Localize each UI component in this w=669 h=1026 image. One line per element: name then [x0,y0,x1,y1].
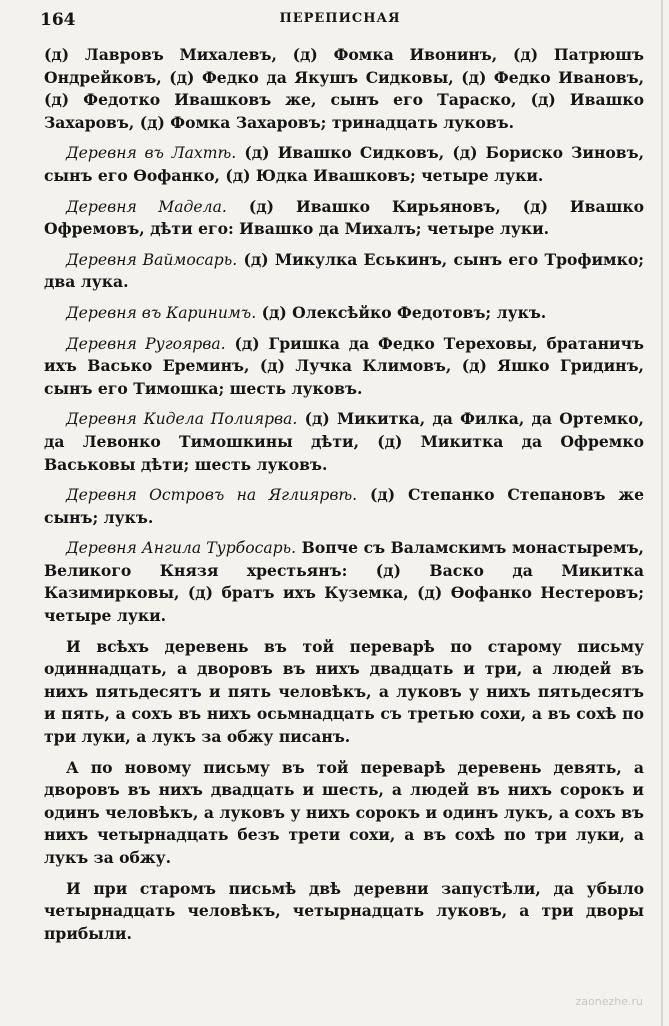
paragraph-11 [44,757,644,870]
running-header [40,8,640,32]
paragraph-1 [44,44,644,134]
village-name: Деревня Кидела Полиярва. [66,410,298,429]
paragraph-3 [44,196,644,241]
page-number: 164 [40,10,76,30]
paragraph-text: И всѣхъ деревень въ той переварѣ по старому письму одиннадцать, а дворовъ въ нихъ двадцать и три, а людей въ нихъ пятьдесятъ и пять человѣкъ, а луковъ у нихъ пятьдесятъ и пять, а сохъ въ нихъ осьмнадцать съ третью сохи, а въ сохѣ по три луки, а лукъ за обжу писанъ. [44,636,644,747]
village-name: Деревня въ Каринимъ. [66,303,257,322]
village-name: Деревня въ Лахтѣ. [66,144,237,163]
paragraph-9 [44,537,644,627]
village-name: Деревня Ругоярва. [66,334,226,353]
paragraph-text: (д) Ивашко Кирьяновъ, (д) Ивашко Офремовъ, дѣти его: Ивашко да Михалъ; четыре луки. [44,196,645,239]
paragraph-text: А по новому письму въ той переварѣ деревень девять, а дворовъ въ нихъ двадцать и шесть, а людей въ нихъ сорокъ и одинъ человѣкъ, а луковъ у нихъ сорокъ и одинъ лукъ, а сохъ въ нихъ четырнадцать безъ трети сохи, а въ сохѣ по три луки, а лукъ за обжу. [44,757,644,867]
paragraph-5 [44,302,644,325]
paragraph-text: (д) Микитка, да Филка, да Ортемко, да Левонко Тимошкины дѣти, (д) Микитка да Офремко Васьковы дѣти; шесть луковъ. [44,409,644,474]
paragraph-2 [44,142,644,187]
village-name: Деревня Островъ на Яглиярвѣ. [66,486,358,505]
page-edge [661,0,663,1026]
paragraph-10 [44,636,644,749]
paragraph-text: (д) Лавровъ Михалевъ, (д) Фомка Ивонинъ, (д) Патрюшъ Ондрейковъ, (д) Федко да Якушъ Сидковы, (д) Федко Ивановъ, (д) Федотко Ивашковъ же, сынъ его Тараско, (д) Ивашко Захаровъ, (д) Фомка Захаровъ; тринадцать луковъ. [44,45,644,132]
watermark: zaonezhe.ru [575,995,643,1008]
running-title: ПЕРЕПИСНАЯ [279,11,401,26]
paragraph-text: (д) Гришка да Федко Тереховы, братаничъ ихъ Васько Ереминъ, (д) Лучка Климовъ, (д) Яшко Гридинъ, сынъ его Тимошка; шесть луковъ. [44,333,644,398]
village-name: Деревня Ваймосарь. [66,250,238,269]
paragraph-7 [44,408,644,476]
page-body [44,44,644,953]
paragraph-text: (д) Микулка Еськинъ, сынъ его Трофимко; два лука. [44,249,644,292]
paragraph-text: Вопче съ Валамскимъ монастыремъ, Великого Князя хрестьянъ: (д) Васко да Микитка Казимирковы, (д) братъ ихъ Куземка, (д) Ѳофанко Нестеровъ; четыре луки. [44,538,644,626]
village-name: Деревня Мадела. [66,197,227,216]
paragraph-text: И при старомъ письмѣ двѣ деревни запустѣли, да убыло четырнадцать человѣкъ, четырнадцать луковъ, а три дворы прибыли. [44,878,644,943]
village-name: Деревня Ангила Турбосарь. [66,539,297,558]
paragraph-text: (д) Ивашко Сидковъ, (д) Бориско Зиновъ, сынъ его Ѳофанко, (д) Юдка Ивашковъ; четыре луки. [44,143,645,185]
paragraph-4 [44,249,644,294]
paragraph-12 [44,878,644,946]
paragraph-text: (д) Степанко Степановъ же сынъ; лукъ. [44,485,644,527]
paragraph-6 [44,333,644,401]
paragraph-8 [44,484,644,529]
paragraph-text: (д) Олексѣйко Федотовъ; лукъ. [261,302,547,322]
